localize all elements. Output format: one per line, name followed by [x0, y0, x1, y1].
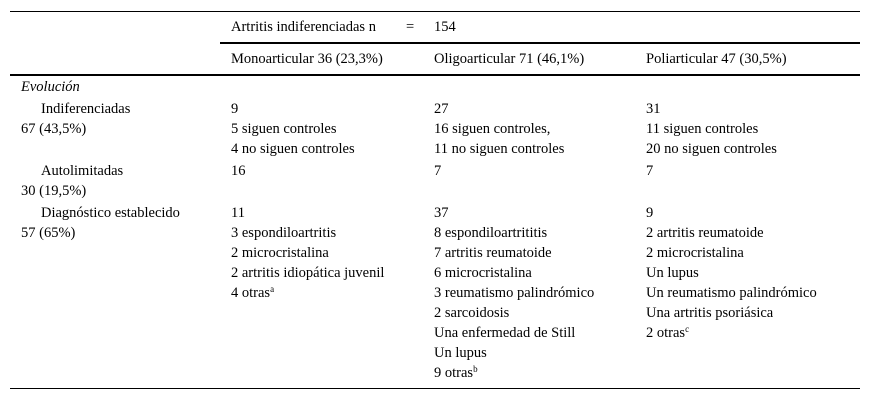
- column-header-mono: Monoarticular 36 (23,3%): [231, 51, 383, 67]
- cell-line: 2 artritis reumatoide: [646, 225, 764, 241]
- cell-line: Una enfermedad de Still: [434, 325, 576, 341]
- cell-line: 11: [231, 205, 245, 221]
- cell-line: 37: [434, 205, 449, 221]
- cell-autolimitadas-mono: [231, 161, 246, 181]
- cell-line: Un lupus: [434, 345, 487, 361]
- cell-line: 11 no siguen controles: [434, 141, 565, 157]
- cell-line: 2 microcristalina: [646, 245, 744, 261]
- cell-diagnostico-oligo: [434, 203, 594, 383]
- cell-diagnostico-mono: [231, 203, 384, 303]
- row-count-diagnostico: 57 (65%): [21, 225, 76, 241]
- cell-line: 9: [231, 101, 239, 117]
- cell-line: 3 espondiloartritis: [231, 225, 337, 241]
- cell-line: 2 sarcoidosis: [434, 305, 510, 321]
- cell-line: 9: [646, 205, 654, 221]
- row-label-indiferenciadas: Indiferenciadas: [41, 101, 131, 117]
- clinical-table: [10, 11, 860, 389]
- header-mid-rule: [220, 42, 860, 44]
- column-header-poli: Poliarticular 47 (30,5%): [646, 51, 787, 67]
- cell-line: 8 espondiloartrititis: [434, 225, 548, 241]
- cell-line: 31: [646, 101, 661, 117]
- cell-line: 2 artritis idiopática juvenil: [231, 265, 385, 281]
- bottom-rule: [10, 388, 860, 389]
- cell-line-footnoted: [231, 283, 384, 303]
- column-header-oligo: Oligoarticular 71 (46,1%): [434, 51, 585, 67]
- cell-line: 6 microcristalina: [434, 265, 532, 281]
- cell-line: 16 siguen controles,: [434, 121, 551, 137]
- row-count-indiferenciadas: 67 (43,5%): [21, 121, 87, 137]
- cell-line: 16: [231, 163, 246, 179]
- section-title-evolucion: Evolución: [21, 79, 80, 95]
- cell-indiferenciadas-mono: [231, 99, 355, 159]
- header-title-eq: =: [406, 19, 415, 35]
- cell-line: 20 no siguen controles: [646, 141, 777, 157]
- cell-diagnostico-poli: [646, 203, 817, 343]
- cell-line: 11 siguen controles: [646, 121, 759, 137]
- cell-indiferenciadas-poli: [646, 99, 777, 159]
- cell-line-text: 2 otras: [646, 325, 686, 341]
- cell-line: Un lupus: [646, 265, 699, 281]
- cell-indiferenciadas-oligo: [434, 99, 564, 159]
- cell-line: 5 siguen controles: [231, 121, 337, 137]
- cell-line: Un reumatismo palindrómico: [646, 285, 817, 301]
- footnote-marker-c: c: [685, 324, 690, 334]
- cell-line-text: 4 otras: [231, 285, 271, 301]
- cell-line: Una artritis psoriásica: [646, 305, 774, 321]
- cell-line-text: 9 otras: [434, 365, 474, 381]
- top-rule: [10, 11, 860, 12]
- header-title-value: 154: [434, 19, 456, 35]
- cell-line: 2 microcristalina: [231, 245, 329, 261]
- header-bottom-rule: [10, 74, 860, 76]
- cell-line: 4 no siguen controles: [231, 141, 355, 157]
- cell-line-footnoted: [646, 323, 817, 343]
- cell-line-footnoted: [434, 363, 594, 383]
- footnote-marker-a: a: [270, 284, 275, 294]
- row-label-autolimitadas: Autolimitadas: [41, 163, 124, 179]
- cell-line: 7: [646, 163, 654, 179]
- cell-line: 7: [434, 163, 442, 179]
- header-title-label: Artritis indiferenciadas n: [231, 19, 376, 35]
- cell-autolimitadas-poli: [646, 161, 653, 181]
- row-label-diagnostico: Diagnóstico establecido: [41, 205, 180, 221]
- footnote-marker-b: b: [473, 364, 478, 374]
- cell-line: 27: [434, 101, 449, 117]
- cell-autolimitadas-oligo: [434, 161, 441, 181]
- cell-line: 7 artritis reumatoide: [434, 245, 552, 261]
- row-count-autolimitadas: 30 (19,5%): [21, 183, 87, 199]
- cell-line: 3 reumatismo palindrómico: [434, 285, 595, 301]
